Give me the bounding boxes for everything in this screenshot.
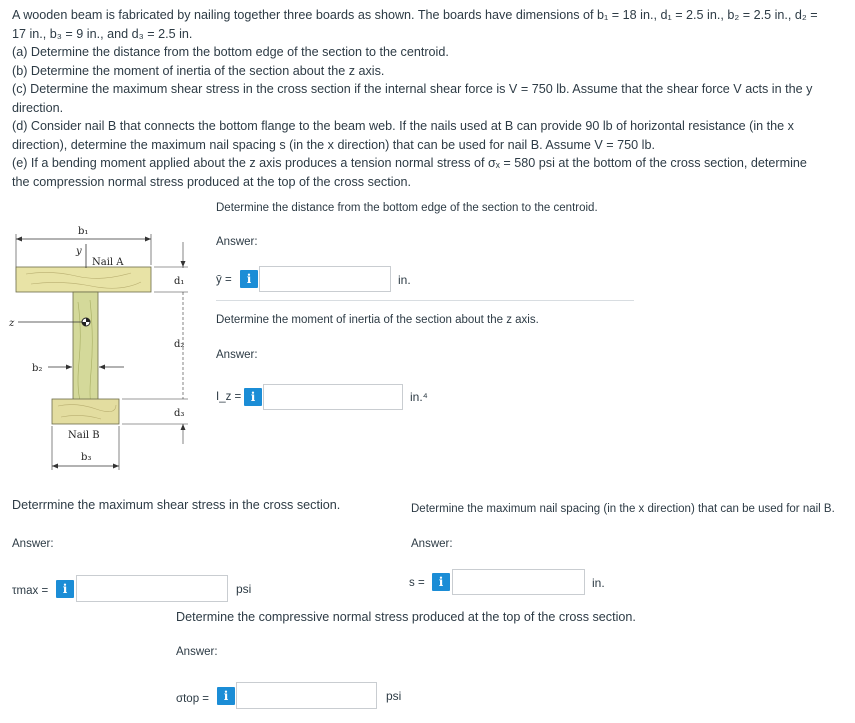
problem-part-d: (d) Consider nail B that connects the bottom flange to the beam web. If the nails used at B can provide 90 lb of horizontal resistance (in the x direction), determine the maximum nail spacing s (in the x direction) that can be used for nail B. Assume V = 750 lb.	[12, 119, 794, 152]
q4-prompt: Determine the maximum nail spacing (in the x direction) that can be used for nail B.	[411, 503, 835, 515]
q3-shear-stress-input[interactable]	[76, 575, 228, 602]
q1-unit: in.	[398, 273, 411, 287]
q1-prompt: Determine the distance from the bottom edge of the section to the centroid.	[216, 202, 598, 214]
q3-unit: psi	[236, 582, 252, 596]
q3-prompt: Deterrmine the maximum shear stress in the cross section.	[12, 498, 341, 512]
q5-compressive-stress-input[interactable]	[236, 682, 377, 709]
q5-prompt: Determine the compressive normal stress produced at the top of the cross section.	[176, 610, 636, 624]
beam-cross-section-figure	[6, 212, 206, 482]
q4-unit: in.	[592, 576, 605, 590]
b3-label: b₃	[81, 452, 92, 463]
q1-variable-label: ȳ =	[216, 274, 232, 286]
problem-part-e: (e) If a bending moment applied about the z axis produces a tension normal stress of σₓ = 580 psi at the bottom of the cross section, determine the compression normal stress produced at the top of the cross section.	[12, 156, 807, 189]
problem-part-c: (c) Determine the maximum shear stress in the cross section if the internal shear force is V = 750 lb. Assume that the shear force V acts in the y direction.	[12, 82, 813, 115]
d1-label: d₁	[174, 276, 185, 287]
q2-variable-label: I_z =	[216, 391, 242, 403]
q1-centroid-input[interactable]	[259, 266, 391, 292]
b2-label: b₂	[32, 363, 43, 374]
z-axis-label: z	[9, 318, 15, 329]
q5-variable-label: σtop =	[176, 693, 209, 705]
top-flange-board	[16, 267, 151, 292]
q3-answer-label: Answer:	[12, 538, 54, 550]
q2-answer-label: Answer:	[216, 349, 258, 361]
problem-intro: A wooden beam is fabricated by nailing together three boards as shown. The boards have dimensions of b₁ = 18 in., d₁ = 2.5 in., b₂ = 2.5 in., d₂ = 17 in., b₃ = 9 in., and d₃ = 2.5 in.	[12, 8, 818, 41]
b1-label: b₁	[78, 226, 89, 237]
q3-variable-label: τmax =	[12, 585, 49, 597]
nail-b-label: Nail B	[68, 430, 100, 441]
q4-info-icon[interactable]: i	[432, 573, 450, 591]
q5-unit: psi	[386, 689, 402, 703]
q2-unit: in.⁴	[410, 390, 428, 404]
web-board	[73, 292, 98, 414]
q5-answer-label: Answer:	[176, 646, 218, 658]
problem-statement	[12, 6, 822, 191]
q5-info-icon[interactable]: i	[217, 687, 235, 705]
q4-variable-label: s =	[409, 577, 425, 589]
y-axis-label: y	[76, 246, 82, 257]
problem-part-b: (b) Determine the moment of inertia of the section about the z axis.	[12, 63, 385, 78]
q1-divider	[216, 300, 634, 301]
d2-label: d₂	[174, 339, 185, 350]
q3-info-icon[interactable]: i	[56, 580, 74, 598]
d3-label: d₃	[174, 408, 185, 419]
q4-nail-spacing-input[interactable]	[452, 569, 585, 595]
q2-info-icon[interactable]: i	[244, 388, 262, 406]
q2-prompt: Determine the moment of inertia of the section about the z axis.	[216, 314, 539, 326]
problem-part-a: (a) Determine the distance from the bottom edge of the section to the centroid.	[12, 45, 449, 59]
q1-info-icon[interactable]: i	[240, 270, 258, 288]
q4-answer-label: Answer:	[411, 538, 453, 550]
nail-a-label: Nail A	[92, 257, 124, 268]
q1-answer-label: Answer:	[216, 236, 258, 248]
q2-moment-of-inertia-input[interactable]	[263, 384, 403, 410]
